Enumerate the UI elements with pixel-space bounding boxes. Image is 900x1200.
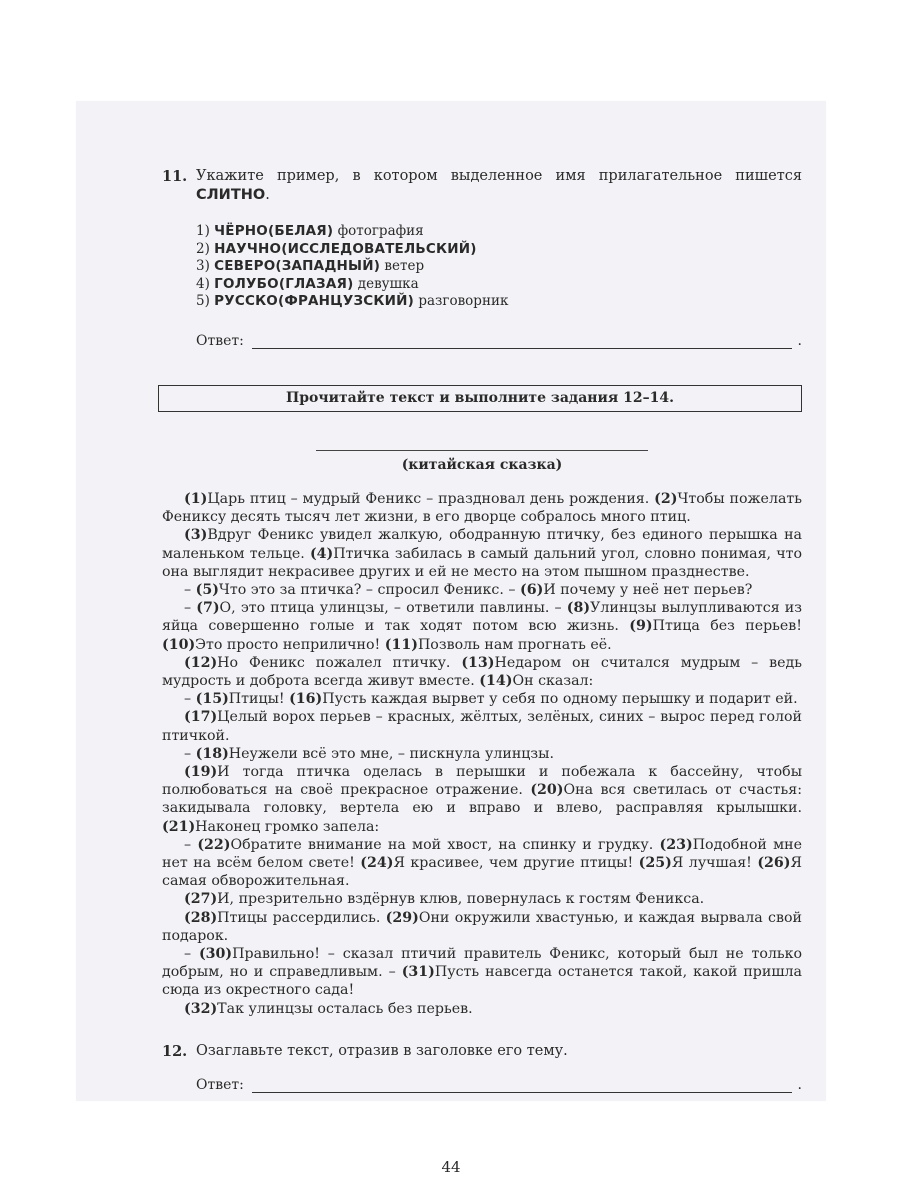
option-word: НАУЧНО(ИССЛЕДОВАТЕЛЬСКИЙ) bbox=[214, 240, 477, 257]
instruction-box bbox=[158, 385, 802, 412]
story-text bbox=[162, 490, 802, 1018]
sentence-text: И тогда птичка оделась в перышки и побежала к бассейну, чтобы полюбоваться на своё прекрасное отражение. bbox=[162, 764, 802, 799]
sentence-text: Неужели всё это мне, – пискнула улинцзы. bbox=[228, 745, 554, 762]
story-paragraph bbox=[162, 1000, 802, 1018]
sentence-text: Птица без перьев! bbox=[652, 618, 802, 635]
story-paragraph bbox=[162, 836, 802, 891]
text-subtitle: (китайская сказка) bbox=[401, 456, 563, 473]
sentence-number: (18) bbox=[195, 745, 229, 762]
sentence-text: Чтобы пожелать Фениксу десять тысяч лет жизни, в его дворце собралось много птиц. bbox=[162, 490, 802, 526]
sentence-number: (13) bbox=[461, 654, 495, 671]
sentence-text: Птицы! bbox=[228, 691, 290, 708]
page-number: 44 bbox=[441, 1158, 461, 1176]
option-number: 4) bbox=[196, 275, 210, 292]
option-1[interactable] bbox=[196, 223, 802, 241]
option-rest: разговорник bbox=[418, 293, 509, 310]
sentence-number: (23) bbox=[659, 836, 693, 853]
sentence-text: Наконец громко запела: bbox=[195, 818, 380, 835]
sentence-number: (19) bbox=[184, 764, 218, 781]
option-number: 1) bbox=[196, 223, 210, 239]
sentence-number: (4) bbox=[309, 545, 334, 562]
sentence-number: (24) bbox=[360, 855, 394, 872]
dash: – bbox=[184, 836, 198, 853]
option-word: ЧЁРНО(БЕЛАЯ) bbox=[214, 223, 334, 239]
sentence-number: (8) bbox=[566, 600, 591, 617]
task-11-number: 11. bbox=[162, 168, 188, 185]
sentence-text: И, презрительно вздёрнув клюв, повернулась к гостям Феникса. bbox=[217, 891, 705, 908]
sentence-number: (25) bbox=[638, 855, 672, 872]
sentence-number: (6) bbox=[520, 581, 544, 598]
sentence-number: (14) bbox=[479, 673, 513, 689]
story-paragraph bbox=[162, 490, 802, 526]
story-paragraph bbox=[162, 581, 802, 599]
sentence-number: (30) bbox=[198, 946, 233, 963]
task-11-question-text: Укажите пример, в котором выделенное имя прилагательное пишется bbox=[196, 168, 802, 184]
title-blank-line bbox=[316, 450, 648, 451]
answer-line[interactable] bbox=[252, 334, 792, 349]
task-11-question bbox=[196, 167, 802, 205]
task-11-answer-row bbox=[196, 333, 802, 349]
option-number: 3) bbox=[196, 258, 210, 275]
sentence-number: (32) bbox=[184, 1000, 218, 1017]
story-paragraph bbox=[162, 599, 802, 654]
dash: – bbox=[184, 745, 196, 762]
sentence-text: Подобной мне нет на всём белом свете! bbox=[162, 836, 802, 872]
option-word: СЕВЕРО(ЗАПАДНЫЙ) bbox=[214, 258, 381, 275]
sentence-number: (7) bbox=[196, 600, 220, 617]
option-rest: фотография bbox=[337, 223, 424, 239]
sentence-number: (28) bbox=[184, 909, 218, 926]
workbook-page bbox=[76, 101, 826, 1176]
dash: – bbox=[184, 691, 196, 708]
task-12 bbox=[162, 1042, 802, 1061]
option-5[interactable] bbox=[196, 293, 802, 311]
option-word: РУССКО(ФРАНЦУЗСКИЙ) bbox=[214, 293, 415, 310]
story-paragraph bbox=[162, 763, 802, 836]
sentence-number: (9) bbox=[629, 618, 653, 635]
sentence-text: Улинцзы вылупливаются из яйца совершенно голые и так ходят потом всю жизнь. bbox=[162, 600, 803, 635]
sentence-number: (3) bbox=[184, 527, 208, 544]
task-12-number: 12. bbox=[162, 1042, 188, 1060]
sentence-number: (12) bbox=[184, 654, 218, 671]
sentence-text: Целый ворох перьев – красных, жёлтых, зелёных, синих – вырос перед голой птичкой. bbox=[162, 709, 802, 744]
sentence-number: (1) bbox=[184, 490, 208, 507]
dash: – bbox=[184, 581, 196, 598]
sentence-number: (26) bbox=[757, 855, 791, 872]
sentence-text: О, это птица улинцзы, – ответили павлины. – bbox=[219, 600, 567, 617]
sentence-text: Они окружили хвастунью, и каждая вырвала свой подарок. bbox=[162, 909, 802, 944]
instruction-text: Прочитайте текст и выполните задания 12–14. bbox=[286, 390, 674, 407]
sentence-text: Вдруг Феникс увидел жалкую, ободранную птичку, без единого перышка на маленьком тельце. bbox=[162, 527, 802, 562]
answer-end-dot: . bbox=[797, 332, 802, 349]
dash: – bbox=[184, 946, 199, 963]
sentence-text: Пусть навсегда останется такой, какой пришла сюда из окрестного сада! bbox=[162, 964, 802, 999]
option-word: ГОЛУБО(ГЛАЗАЯ) bbox=[214, 275, 354, 292]
sentence-text: Она вся светилась от счастья: закидывала головку, вертела ею и вправо и влево, расправляя крылышки. bbox=[162, 782, 802, 817]
sentence-number: (21) bbox=[162, 818, 196, 835]
story-paragraph bbox=[162, 690, 802, 708]
task-11 bbox=[162, 167, 802, 205]
sentence-number: (17) bbox=[184, 709, 218, 726]
story-paragraph bbox=[162, 745, 802, 763]
answer-label: Ответ: bbox=[196, 1076, 244, 1093]
sentence-number: (16) bbox=[289, 691, 323, 708]
sentence-text: Что это за птичка? – спросил Феникс. – bbox=[218, 581, 520, 598]
sentence-text: Недаром он считался мудрым – ведь мудрость и доброта всегда живут вместе. bbox=[162, 654, 802, 689]
story-paragraph bbox=[162, 654, 802, 690]
sentence-text: Но Феникс пожалел птичку. bbox=[217, 654, 462, 671]
task-12-question: Озаглавьте текст, отразив в заголовке его тему. bbox=[196, 1042, 568, 1059]
option-rest: девушка bbox=[357, 275, 419, 292]
sentence-text: Он сказал: bbox=[512, 673, 594, 689]
sentence-text: Это просто неприлично! bbox=[195, 636, 385, 653]
story-paragraph bbox=[162, 526, 802, 581]
story-paragraph bbox=[162, 945, 802, 1000]
sentence-text: Так улинцзы осталась без перьев. bbox=[217, 1000, 473, 1017]
story-paragraph bbox=[162, 708, 802, 744]
sentence-number: (22) bbox=[197, 836, 231, 853]
sentence-text: И почему у неё нет перьев? bbox=[543, 581, 753, 598]
option-number: 5) bbox=[196, 293, 210, 310]
sentence-text: Пусть каждая вырвет у себя по одному перышку и подарит ей. bbox=[322, 691, 798, 708]
option-4[interactable] bbox=[196, 276, 802, 294]
dash: – bbox=[184, 600, 197, 617]
sentence-number: (27) bbox=[184, 891, 218, 908]
sentence-number: (5) bbox=[195, 581, 219, 598]
sentence-text: Я самая обворожительная. bbox=[162, 855, 802, 890]
sentence-text: Птицы рассердились. bbox=[217, 909, 386, 926]
answer-end-dot: . bbox=[797, 1076, 802, 1093]
sentence-text: Птичка забилась в самый дальний угол, словно понимая, что она выглядит некрасивее других и ей не место на этом пышном празднестве. bbox=[162, 545, 802, 580]
option-number: 2) bbox=[196, 240, 210, 257]
page-content bbox=[162, 167, 802, 1093]
story-paragraph bbox=[162, 909, 802, 945]
sentence-number: (15) bbox=[195, 691, 229, 708]
sentence-number: (2) bbox=[654, 490, 678, 507]
sentence-text: Обратите внимание на мой хвост, на спинку и грудку. bbox=[230, 836, 660, 853]
task-12-answer-row bbox=[196, 1077, 802, 1093]
story-paragraph bbox=[162, 890, 802, 908]
sentence-number: (31) bbox=[401, 964, 435, 981]
sentence-text: Царь птиц – мудрый Феникс – праздновал день рождения. bbox=[207, 490, 655, 507]
sentence-text: Правильно! – сказал птичий правитель Феникс, который был не только добрым, но и справедливым. – bbox=[162, 946, 803, 981]
task-11-emphasis: СЛИТНО bbox=[196, 187, 266, 203]
sentence-text: Позволь нам прогнать её. bbox=[417, 636, 612, 653]
answer-label: Ответ: bbox=[196, 332, 244, 349]
option-2[interactable] bbox=[196, 241, 802, 259]
sentence-number: (20) bbox=[530, 782, 564, 799]
sentence-text: Я красивее, чем другие птицы! bbox=[393, 855, 639, 872]
sentence-text: Я лучшая! bbox=[671, 855, 758, 872]
option-rest: ветер bbox=[384, 258, 425, 275]
sentence-number: (10) bbox=[162, 636, 196, 653]
task-11-options bbox=[196, 223, 802, 311]
task-11-period: . bbox=[265, 187, 270, 203]
answer-line[interactable] bbox=[252, 1078, 792, 1093]
sentence-number: (29) bbox=[385, 909, 419, 926]
option-3[interactable] bbox=[196, 258, 802, 276]
sentence-number: (11) bbox=[384, 636, 418, 653]
